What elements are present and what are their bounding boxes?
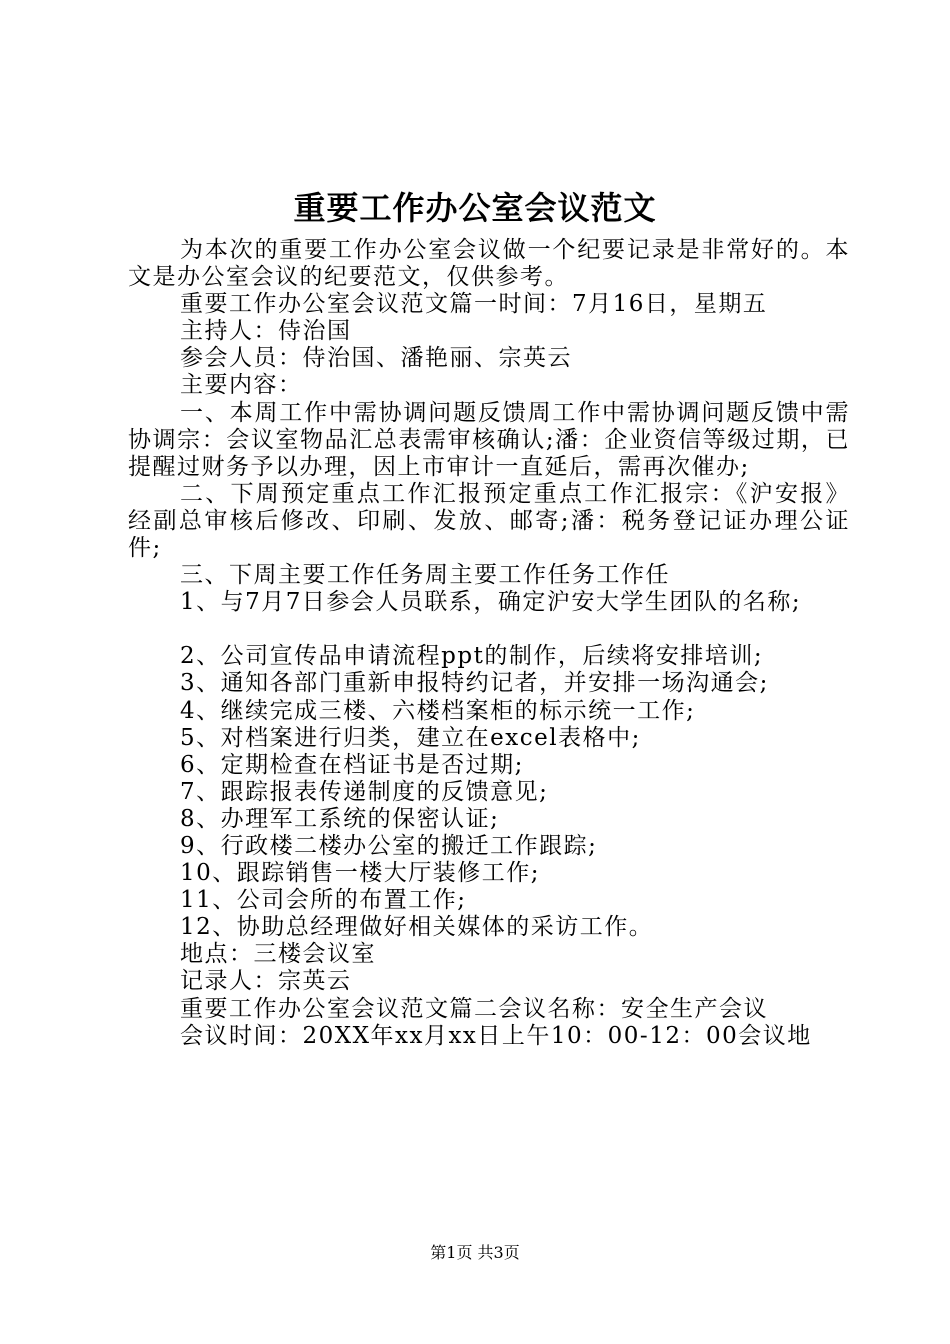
paragraph-recorder: 记录人：宗英云 [180,968,352,995]
document-body [128,237,850,1050]
list-item-task-1: 1、与7月7日参会人员联系，确定沪安大学生团队的名称; [180,589,802,616]
list-item-task-5: 5、对档案进行归类，建立在excel表格中; [180,724,641,751]
list-item-task-7: 7、跟踪报表传递制度的反馈意见; [180,778,549,805]
list-item-task-2: 2、公司宣传品申请流程ppt的制作，后续将安排培训; [180,643,764,670]
list-item-task-11: 11、公司会所的布置工作; [180,887,467,914]
paragraph-part-one-time: 重要工作办公室会议范文篇一时间：7月16日，星期五 [180,291,768,318]
paragraph-intro: 为本次的重要工作办公室会议做一个纪要记录是非常好的。本文是办公室会议的纪要范文，仅供参考。 [128,237,850,291]
paragraph-main-content: 主要内容： [180,372,303,399]
paragraph-part-two-time: 会议时间：20XX年xx月xx日上午10：00-12：00会议地 [180,1022,812,1049]
list-item-task-6: 6、定期检查在档证书是否过期; [180,751,524,778]
paragraph-section-three: 三、下周主要工作任务周主要工作任务工作任 [180,562,670,589]
list-item-task-9: 9、行政楼二楼办公室的搬迁工作跟踪; [180,832,598,859]
page-number-footer: 第1页 共3页 [430,1243,520,1262]
paragraph-host: 主持人：侍治国 [180,318,352,345]
list-item-task-3: 3、通知各部门重新申报特约记者，并安排一场沟通会; [180,670,769,697]
list-item-task-8: 8、办理军工系统的保密认证; [180,805,500,832]
paragraph-part-two-name: 重要工作办公室会议范文篇二会议名称：安全生产会议 [180,995,768,1022]
paragraph-attendees: 参会人员：侍治国、潘艳丽、宗英云 [180,345,572,372]
paragraph-section-one: 一、本周工作中需协调问题反馈周工作中需协调问题反馈中需协调宗：会议室物品汇总表需审核确认;潘：企业资信等级过期，已提醒过财务予以办理，因上市审计一直延后，需再次催办; [128,399,850,480]
document-title: 重要工作办公室会议范文 [293,189,657,227]
paragraph-section-two: 二、下周预定重点工作汇报预定重点工作汇报宗：《沪安报》经副总审核后修改、印刷、发放、邮寄;潘：税务登记证办理公证件; [128,480,850,562]
paragraph-location: 地点：三楼会议室 [180,941,376,968]
list-item-task-10: 10、跟踪销售一楼大厅装修工作; [180,860,541,887]
list-item-task-4: 4、继续完成三楼、六楼档案柜的标示统一工作; [180,697,696,724]
list-item-task-12: 12、协助总经理做好相关媒体的采访工作。 [180,914,654,941]
